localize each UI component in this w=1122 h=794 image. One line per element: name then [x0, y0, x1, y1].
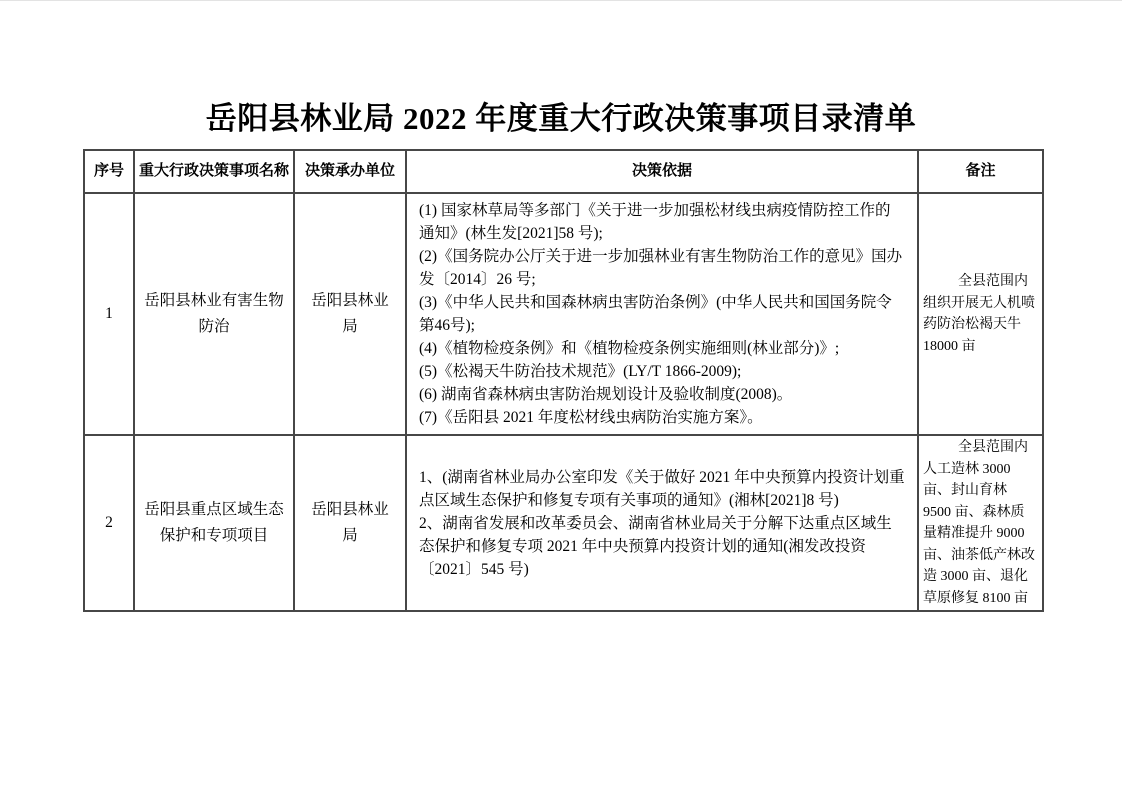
decision-basis-item: 2、湖南省发展和改革委员会、湖南省林业局关于分解下达重点区域生态保护和修复专项 2021 年中央预算内投资计划的通知(湘发改投资〔2021〕545 号)	[419, 514, 892, 578]
column-header-item-name: 重大行政决策事项名称	[134, 150, 294, 193]
decision-basis-item: (5)《松褐天牛防治技术规范》(LY/T 1866-2009);	[419, 363, 742, 380]
table-row	[84, 435, 1043, 611]
column-header-undertaking-unit: 决策承办单位	[294, 150, 406, 193]
table-header-row	[84, 150, 1043, 193]
remark-text: 全县范围内人工造林 3000 亩、封山育林 9500 亩、森林质量精准提升 9000 亩、油茶低产林改造 3000 亩、退化草原修复 8100 亩	[923, 440, 1035, 606]
cell-decision-basis	[406, 193, 918, 435]
remark-text: 全县范围内组织开展无人机喷药防治松褐天牛 18000 亩	[923, 274, 1035, 354]
cell-item-name: 岳阳县林业有害生物防治	[134, 193, 294, 435]
column-header-remark: 备注	[918, 150, 1043, 193]
cell-remark	[918, 435, 1043, 611]
decision-basis-list	[419, 466, 905, 581]
cell-remark	[918, 193, 1043, 435]
column-header-decision-basis: 决策依据	[406, 150, 918, 193]
table-row	[84, 193, 1043, 435]
decision-basis-list	[419, 199, 905, 429]
decision-basis-item: (4)《植物检疫条例》和《植物检疫条例实施细则(林业部分)》;	[419, 340, 840, 357]
decision-basis-item: (3)《中华人民共和国森林病虫害防治条例》(中华人民共和国国务院令 第46号);	[419, 294, 892, 334]
cell-serial-number: 2	[84, 435, 134, 611]
decision-basis-item: (1) 国家林草局等多部门《关于进一步加强松材线虫病疫情防控工作的通知》(林生发[2021]58 号);	[419, 202, 891, 242]
cell-item-name: 岳阳县重点区域生态保护和专项项目	[134, 435, 294, 611]
decision-basis-item: 1、(湖南省林业局办公室印发《关于做好 2021 年中央预算内投资计划重点区域生态保护和修复专项有关事项的通知》(湘林[2021]8 号)	[419, 468, 905, 509]
cell-decision-basis	[406, 435, 918, 611]
column-header-serial: 序号	[84, 150, 134, 193]
decision-basis-item: (7)《岳阳县 2021 年度松材线虫病防治实施方案》。	[419, 409, 763, 426]
decision-basis-item: (2)《国务院办公厅关于进一步加强林业有害生物防治工作的意见》国办发〔2014〕26 号;	[419, 248, 903, 288]
decision-items-table	[83, 149, 1044, 612]
cell-undertaking-unit: 岳阳县林业局	[294, 193, 406, 435]
cell-serial-number: 1	[84, 193, 134, 435]
page-title: 岳阳县林业局 2022 年度重大行政决策事项目录清单	[205, 101, 917, 136]
cell-undertaking-unit: 岳阳县林业局	[294, 435, 406, 611]
decision-basis-item: (6) 湖南省森林病虫害防治规划设计及验收制度(2008)。	[419, 386, 793, 403]
